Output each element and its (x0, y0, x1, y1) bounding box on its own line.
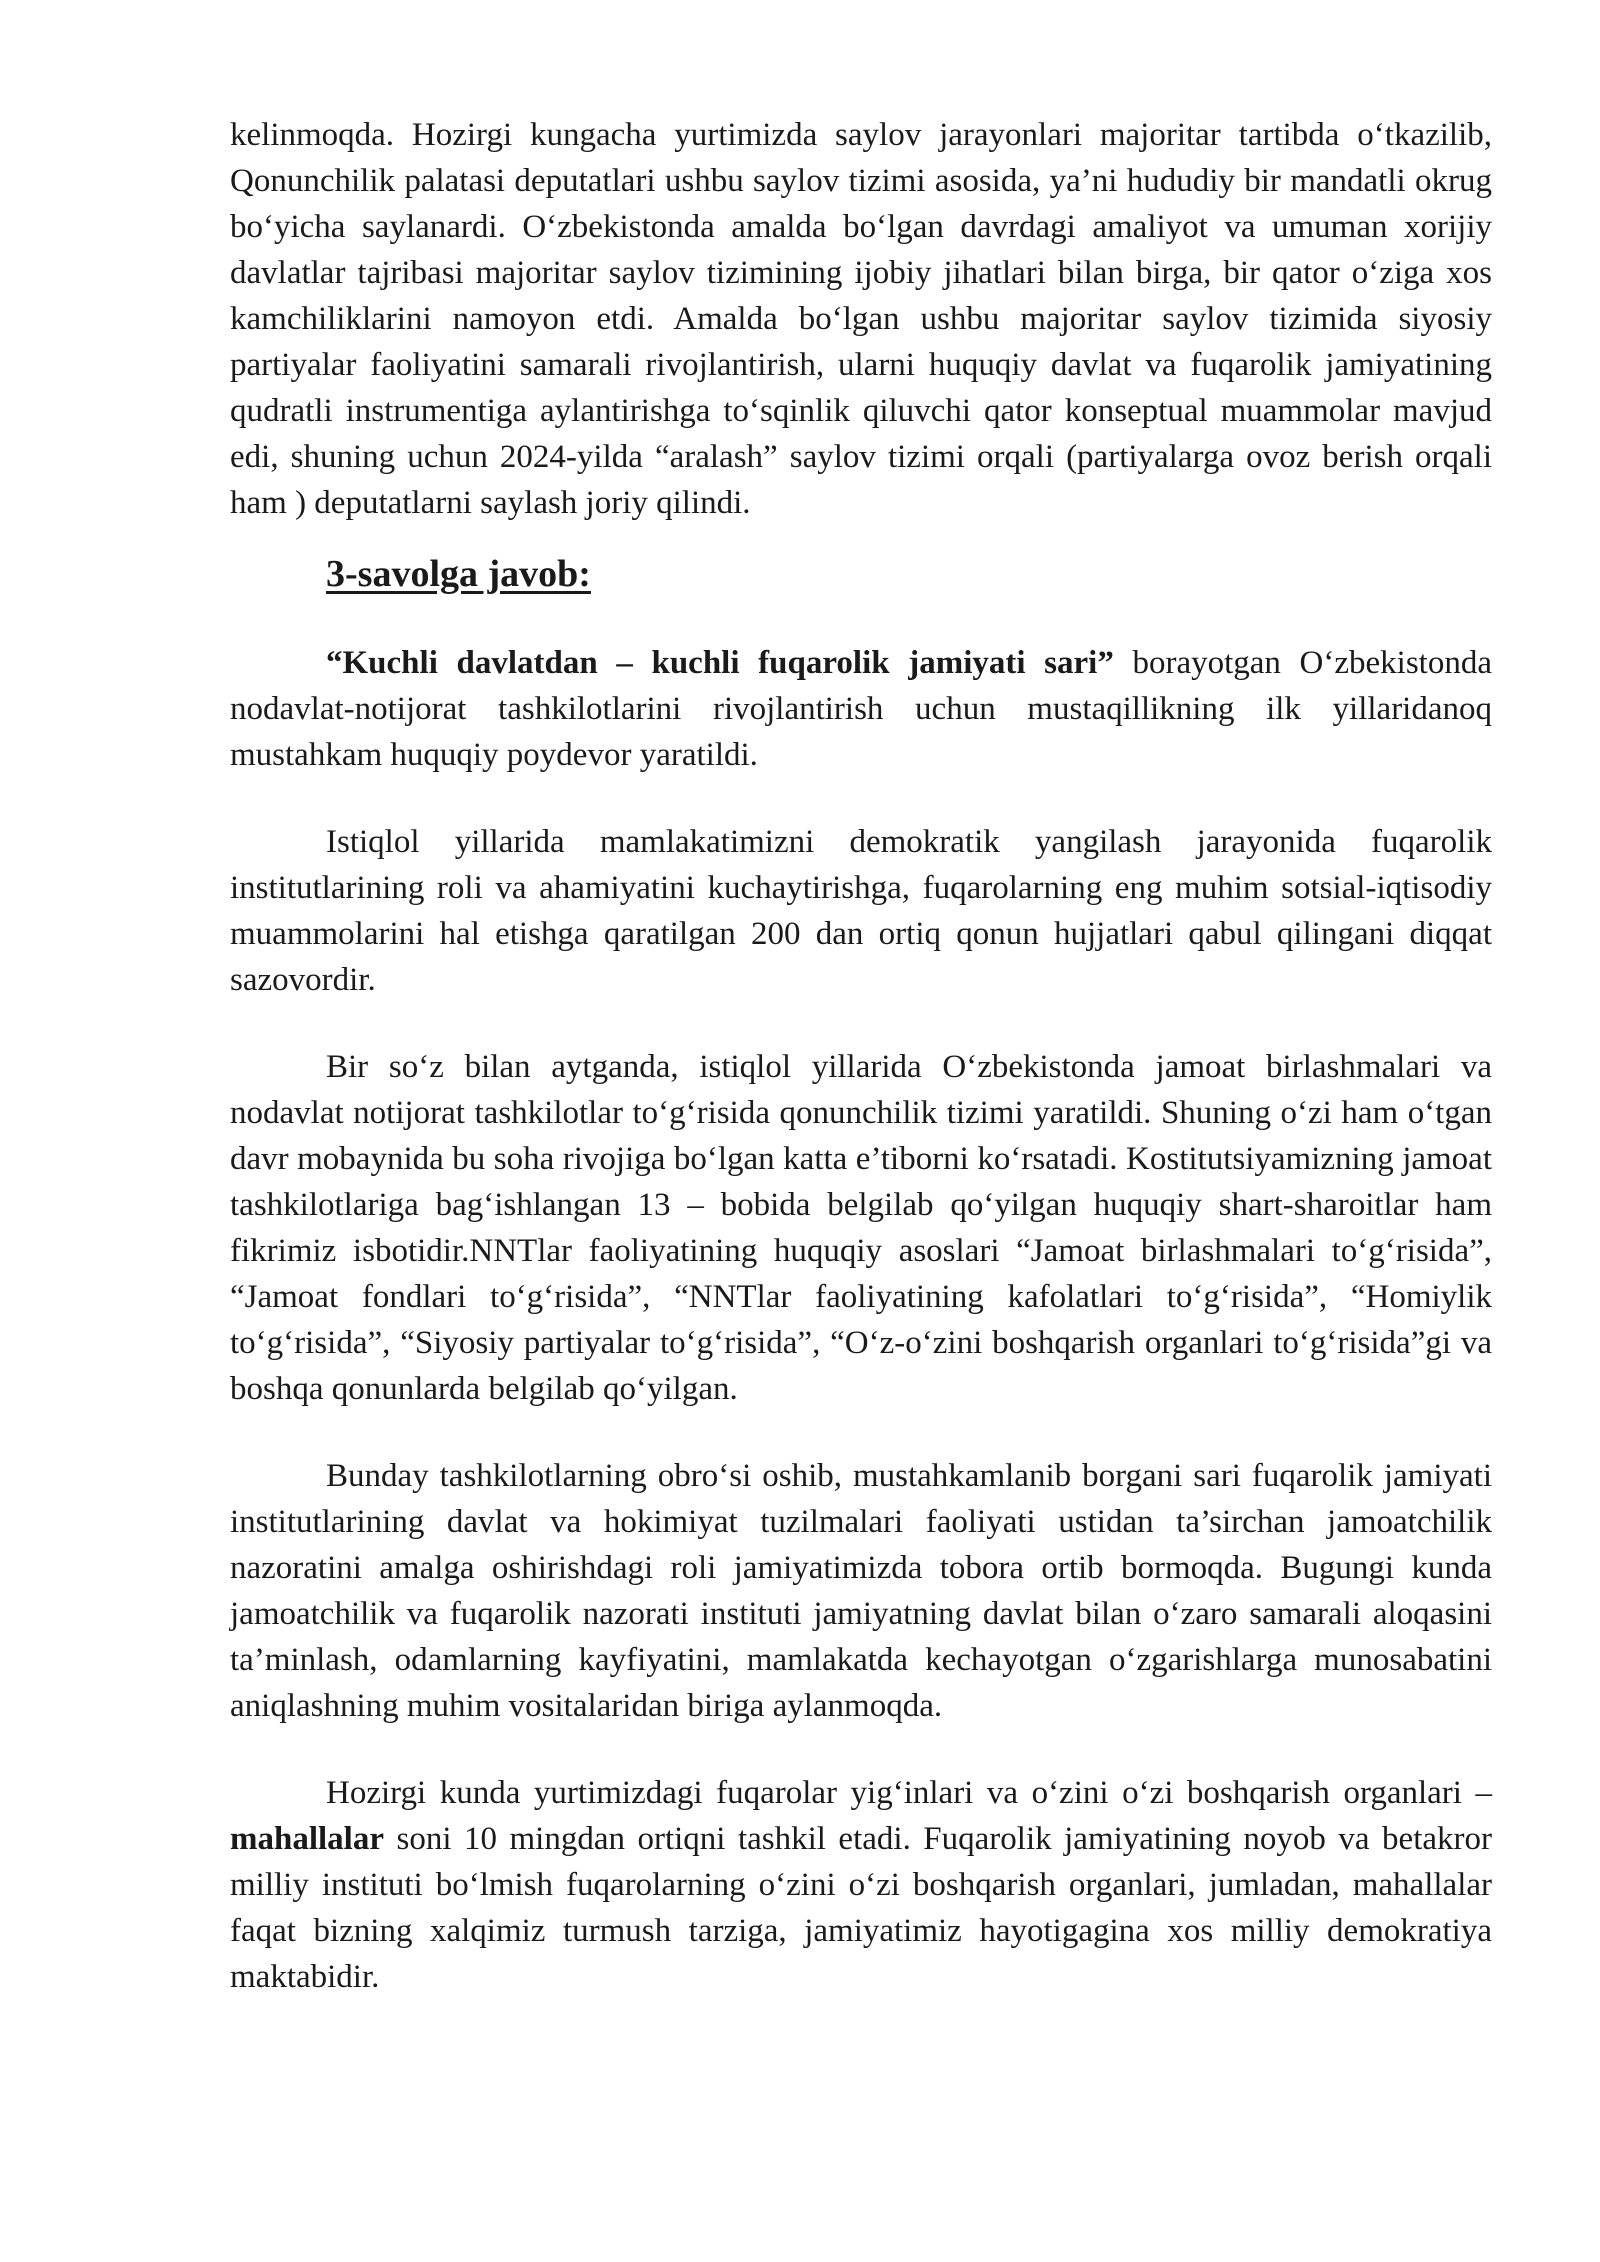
paragraph-4: Bunday tashkilotlarning obro‘si oshib, mustahkamlanib borgani sari fuqarolik jamiyati institutlarining davlat va hokimiyat tuzilmalari faoliyati ustidan ta’sirchan jamoatchilik nazoratini amalga oshirishdagi roli jamiyatimizda tobora ortib bormoqda. Bugungi kunda jamoatchilik va fuqarolik nazorati instituti jamiyatning davlat bilan o‘zaro samarali aloqasini ta’minlash, odamlarning kayfiyatini, mamlakatda kechayotgan o‘zgarishlarga munosabatini aniqlashning muhim vositalaridan biriga aylanmoqda. (230, 1458, 1492, 1724)
paragraph-1 (230, 640, 1492, 778)
paragraph-1-text: borayotgan O‘zbekistonda nodavlat-notijorat tashkilotlarini rivojlantirish uchun mustaqillikning ilk yillaridanoq mustahkam huquqiy poydevor yaratildi. (230, 645, 1492, 773)
intro-paragraph: kelinmoqda. Hozirgi kungacha yurtimizda saylov jarayonlari majoritar tartibda o‘tkazilib, Qonunchilik palatasi deputatlari ushbu saylov tizimi asosida, ya’ni hududiy bir mandatli okrug bo‘yicha saylanardi. O‘zbekistonda amalda bo‘lgan davrdagi amaliyot va umuman xorijiy davlatlar tajribasi majoritar saylov tizimining ijobiy jihatlari bilan birga, bir qator o‘ziga xos kamchiliklarini namoyon etdi. Amalda bo‘lgan ushbu majoritar saylov tizimida siyosiy partiyalar faoliyatini samarali rivojlantirish, ularni huquqiy davlat va fuqarolik jamiyatining qudratli instrumentiga aylantirishga to‘sqinlik qiluvchi qator konseptual muammolar mavjud edi, shuning uchun 2024-yilda “aralash” saylov tizimi orqali (partiyalarga ovoz berish orqali ham ) deputatlarni saylash joriy qilindi. (230, 117, 1492, 521)
paragraph-2: Istiqlol yillarida mamlakatimizni demokratik yangilash jarayonida fuqarolik institutlarining roli va ahamiyatini kuchaytirishga, fuqarolarning eng muhim sotsial-iqtisodiy muammolarini hal etishga qaratilgan 200 dan ortiq qonun hujjatlari qabul qilingani diqqat sazovordir. (230, 824, 1492, 998)
paragraph-5-text: soni 10 mingdan ortiqni tashkil etadi. Fuqarolik jamiyatining noyob va betakror milliy instituti bo‘lmish fuqarolarning o‘zini o‘zi boshqarish organlari, jumladan, mahallalar faqat bizning xalqimiz turmush tarziga, jamiyatimiz hayotigagina xos milliy demokratiya maktabidir. (230, 1821, 1492, 1995)
section-heading: 3-savolga javob: (326, 553, 591, 595)
paragraph-5-start: Hozirgi kunda yurtimizdagi fuqarolar yig‘inlari va o‘zini o‘zi boshqarish organlari – (326, 1775, 1492, 1811)
document-page (230, 112, 1492, 2000)
paragraph-5-bold-term: mahallalar (230, 1821, 384, 1857)
paragraph-1-bold-quote: “Kuchli davlatdan – kuchli fuqarolik jamiyati sari” (326, 645, 1114, 681)
paragraph-3: Bir so‘z bilan aytganda, istiqlol yillarida O‘zbekistonda jamoat birlashmalari va nodavlat notijorat tashkilotlar to‘g‘risida qonunchilik tizimi yaratildi. Shuning o‘zi ham o‘tgan davr mobaynida bu soha rivojiga bo‘lgan katta e’tiborni ko‘rsatadi. Kostitutsiyamizning jamoat tashkilotlariga bag‘ishlangan 13 – bobida belgilab qo‘yilgan huquqiy shart-sharoitlar ham fikrimiz isbotidir.NNTlar faoliyatining huquqiy asoslari “Jamoat birlashmalari to‘g‘risida”, “Jamoat fondlari to‘g‘risida”, “NNTlar faoliyatining kafolatlari to‘g‘risida”, “Homiylik to‘g‘risida”, “Siyosiy partiyalar to‘g‘risida”, “O‘z-o‘zini boshqarish organlari to‘g‘risida”gi va boshqa qonunlarda belgilab qo‘yilgan. (230, 1049, 1492, 1407)
paragraph-5 (230, 1770, 1492, 2000)
